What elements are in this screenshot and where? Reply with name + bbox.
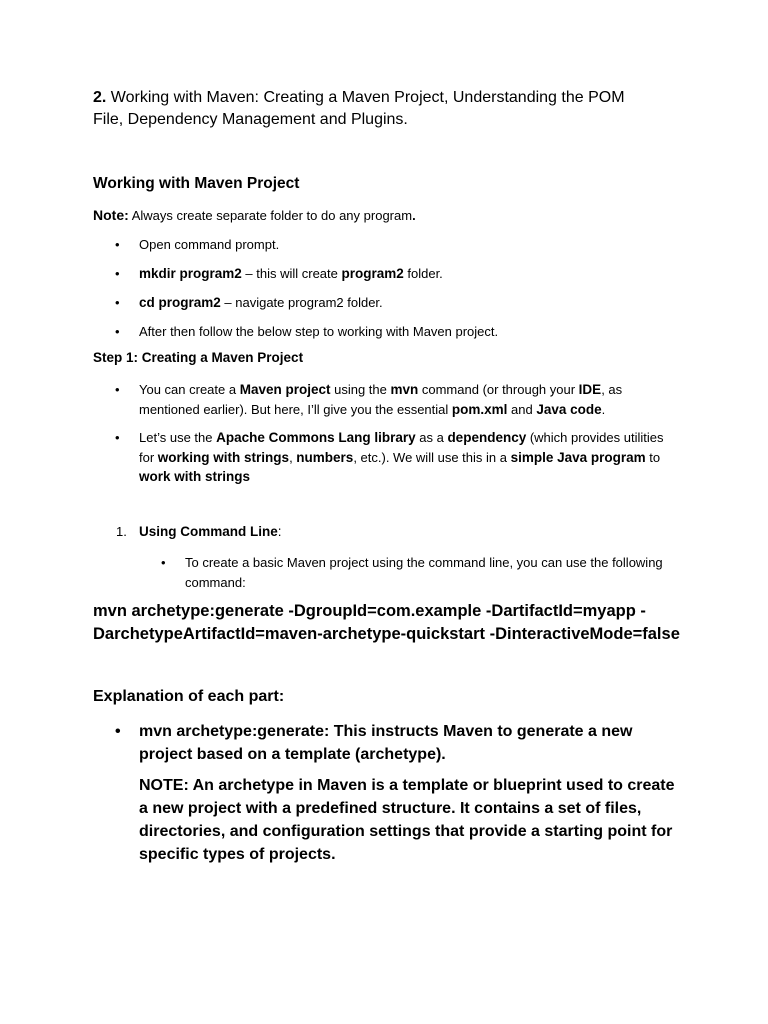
explanation-title: Explanation of each part: — [93, 688, 285, 705]
text-run: using the — [330, 382, 391, 397]
numbered-colon: : — [277, 524, 282, 539]
archetype-note: NOTE: An archetype in Maven is a template or blueprint used to create a new project with a predefined structure. It contains a set of files, directories, and configuration settings that provide a starting point for specific types of projects. — [139, 777, 675, 863]
bold-run: dependency — [447, 430, 527, 445]
text-run: as a — [415, 430, 448, 445]
text-run: , etc.). We will use this in a — [353, 449, 511, 465]
note-text: Always create separate folder to do any program — [131, 208, 413, 223]
sub-list-item — [185, 553, 665, 592]
list-item-text: – this will create — [241, 266, 342, 281]
numbered-marker: 1. — [116, 524, 127, 539]
bold-run: simple Java program — [510, 449, 646, 465]
text-run: (which provides utilities for — [139, 430, 664, 465]
section-title: Working with Maven Project — [93, 175, 300, 192]
cd-command: cd program2 — [139, 295, 221, 310]
numbered-item-title — [139, 524, 282, 539]
numbered-title-text: Using Command Line — [139, 524, 278, 539]
bold-run: work with strings — [139, 469, 251, 484]
list-item-mkdir — [139, 264, 679, 284]
bold-run: working with strings — [157, 449, 290, 465]
text-run: , as mentioned earlier). But here, I’ll give you the essential — [139, 382, 623, 417]
step1-title: Step 1: Creating a Maven Project — [93, 350, 304, 365]
explanation-bullet-text: mvn archetype:generate: This instructs Maven to generate a new project based on a template (archetype). — [139, 723, 633, 763]
text-run: Let’s use the — [139, 430, 217, 445]
list-item-cd — [139, 293, 679, 313]
sub-list-item-text: To create a basic Maven project using the command line, you can use the following command: — [185, 555, 663, 590]
explanation-bullet — [139, 720, 679, 766]
list-item-follow — [139, 322, 679, 342]
bold-run: numbers — [296, 449, 354, 465]
bold-run: IDE — [578, 382, 602, 397]
note-label: Note: — [93, 207, 129, 223]
list-item-text: After then follow the below step to working with Maven project. — [139, 324, 499, 339]
list-item-text: Open command prompt. — [139, 237, 280, 252]
list-item-commons-lang — [139, 428, 679, 487]
text-run: You can create a — [139, 382, 240, 397]
command-line2: DarchetypeArtifactId=maven-archetype-quickstart -DinteractiveMode=false — [93, 625, 680, 643]
heading-line1: Working with Maven: Creating a Maven Project, Understanding the POM — [110, 89, 625, 106]
heading-line2: File, Dependency Management and Plugins. — [93, 111, 408, 128]
page-heading — [93, 87, 673, 131]
bold-run: Maven project — [239, 382, 331, 397]
list-item-text: – navigate program2 folder. — [220, 295, 383, 310]
text-run: to — [645, 449, 661, 465]
bold-run: mvn — [390, 382, 419, 397]
maven-command — [93, 600, 693, 646]
bold-run: pom.xml — [451, 401, 508, 417]
text-run: command (or through your — [418, 382, 579, 397]
bold-run: Java code — [536, 401, 602, 417]
list-item-open-prompt — [139, 235, 679, 255]
heading-number: 2. — [93, 89, 107, 106]
list-item-create-project — [139, 380, 679, 419]
bold-run: Apache Commons Lang library — [216, 430, 416, 445]
folder-name: program2 — [341, 266, 404, 281]
text-run: and — [507, 401, 537, 417]
mkdir-command: mkdir program2 — [139, 266, 242, 281]
note-end: . — [412, 208, 416, 223]
command-line1: mvn archetype:generate -DgroupId=com.example -DartifactId=myapp - — [93, 602, 646, 620]
text-run: , — [289, 449, 297, 465]
note-paragraph — [93, 206, 683, 225]
text-run: . — [601, 401, 606, 417]
list-item-text: folder. — [403, 266, 443, 281]
